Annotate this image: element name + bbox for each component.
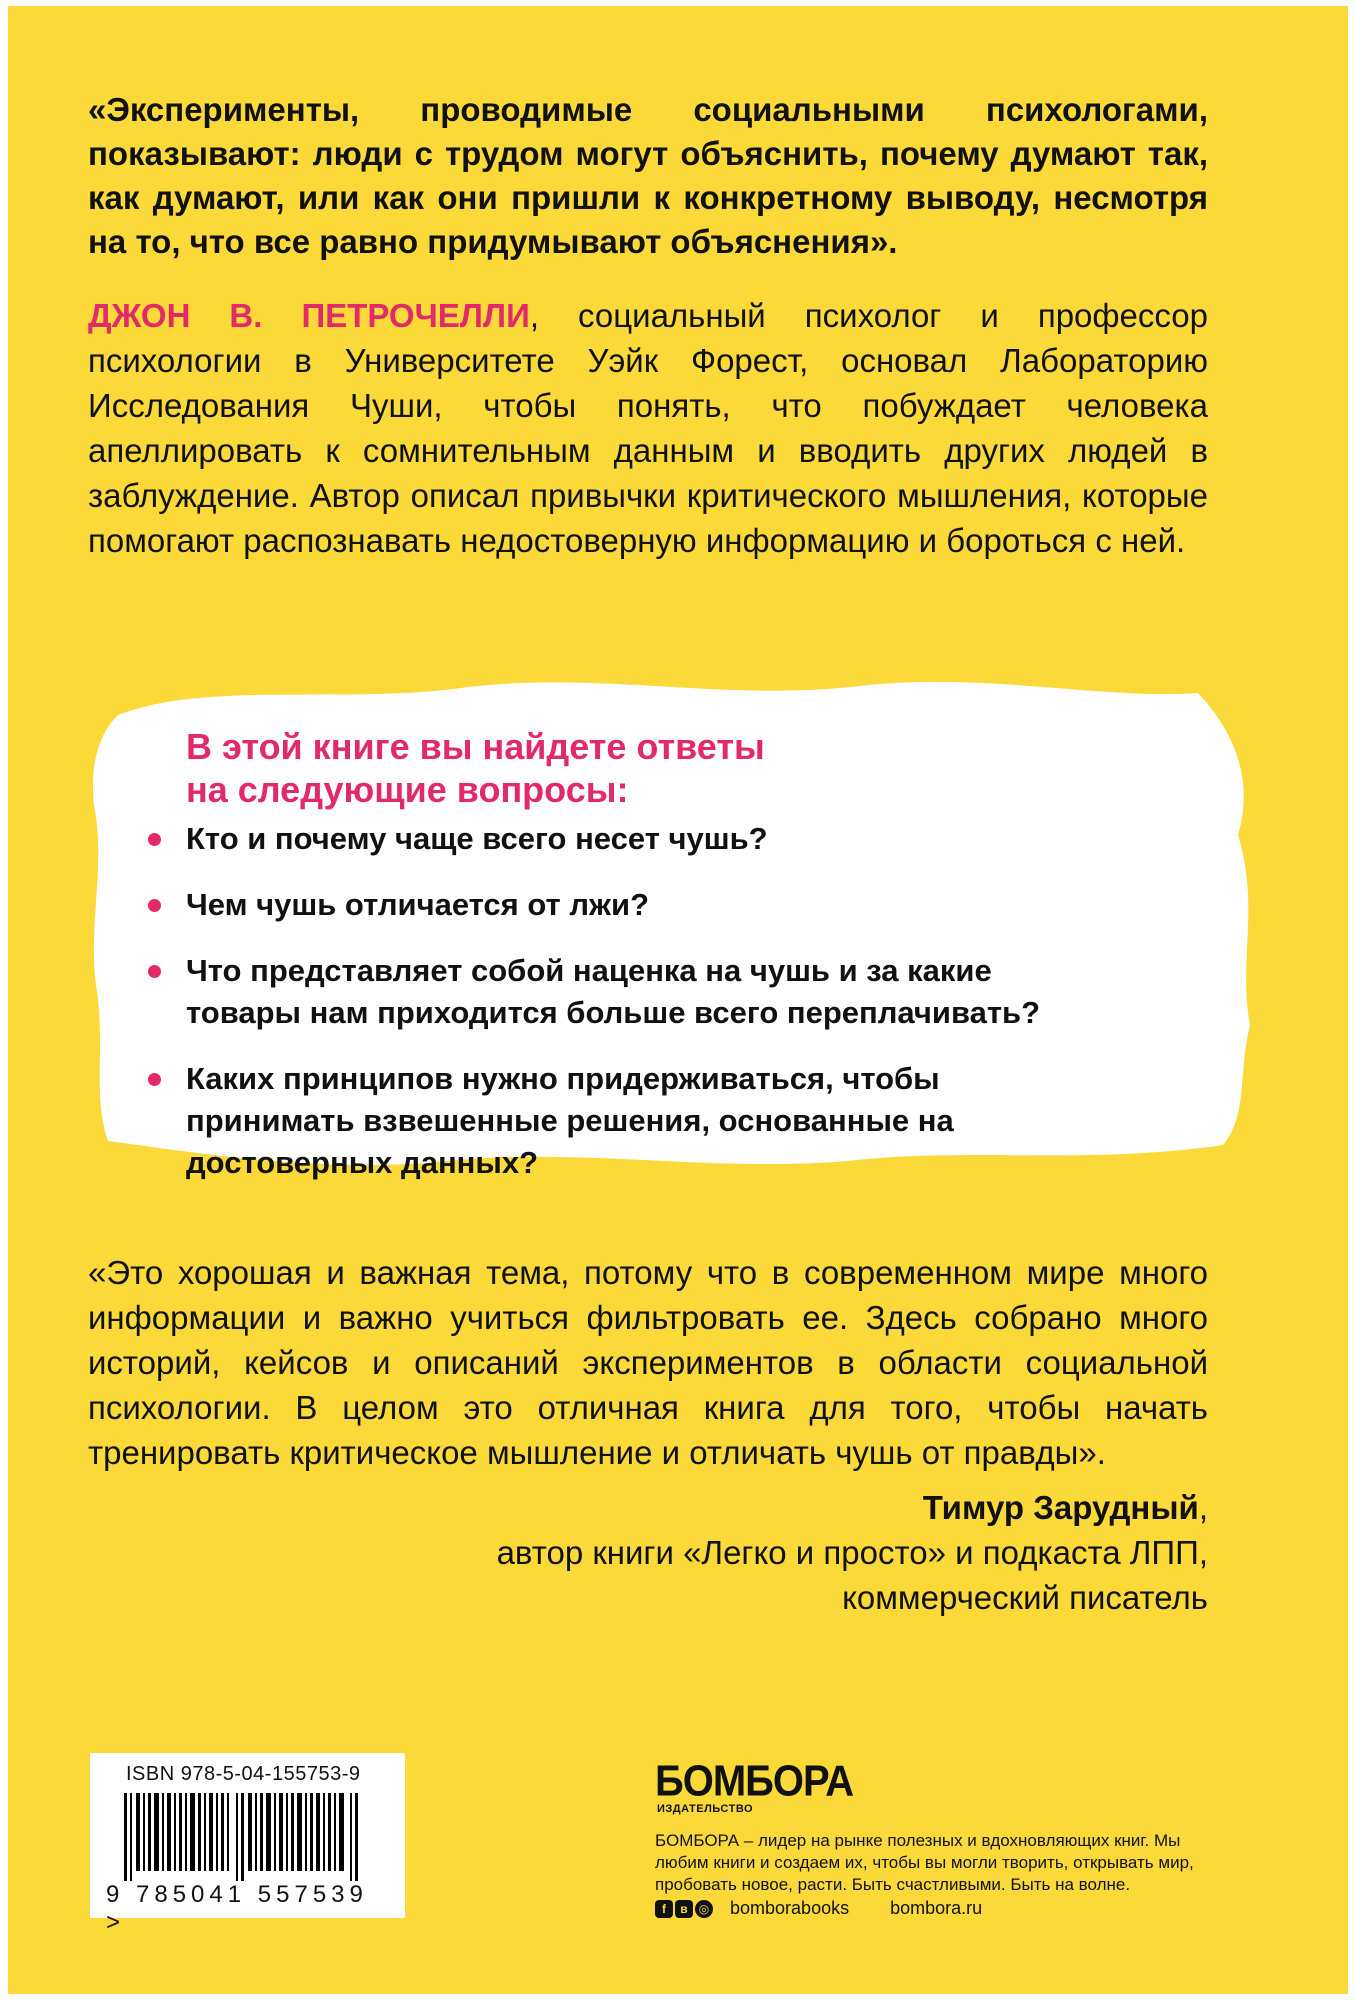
questions-heading: [186, 725, 1086, 811]
publisher-description: БОМБОРА – лидер на рынке полезных и вдохновляющих книг. Мы любим книги и создаем их, чтобы вы могли творить, открывать мир, пробовать новое, расти. Быть счастливыми. Быть на волне.: [655, 1831, 1194, 1894]
barcode-digits: 9 785041 557539 >: [106, 1881, 368, 1936]
barcode-box: [90, 1753, 405, 1936]
review-role-line2: коммерческий писатель: [842, 1579, 1208, 1616]
lead-quote: «Эксперименты, проводимые социальными психологами, показывают: люди с трудом могут объяснить, почему думают так, как думают, или как они пришли к конкретному выводу, несмотря на то, что все равно придумывают объяснения».: [88, 91, 1208, 260]
website-link[interactable]: bombora.ru: [890, 1898, 983, 1918]
list-item: Что представляет собой наценка на чушь и за какие товары нам приходится больше всего переплачивать?: [148, 950, 1086, 1034]
questions-cloud: [88, 675, 1268, 1180]
review-signature: Тимур Зарудный, автор книги «Легко и просто» и подкаста ЛПП, коммерческий писатель: [300, 1485, 1208, 1620]
review-quote: «Это хорошая и важная тема, потому что в современном мире много информации и важно учиться фильтровать ее. Здесь собрано много историй, кейсов и описаний экспериментов в области социальной психологии. В целом это отличная книга для того, чтобы начать тренировать критическое мышление и отличать чушь от правды».: [88, 1254, 1208, 1471]
questions-heading-line2: на следующие вопросы:: [186, 769, 629, 810]
review-author: Тимур Зарудный: [922, 1489, 1199, 1526]
publisher-logo: БОМБОРА: [655, 1757, 854, 1806]
review-role-line1: автор книги «Легко и просто» и подкаста ЛПП,: [496, 1534, 1208, 1571]
list-item: Чем чушь отличается от лжи?: [148, 884, 1108, 926]
bullet-dot-icon: [148, 899, 161, 912]
author-name: ДЖОН В. ПЕТРОЧЕЛЛИ: [88, 297, 530, 334]
social-handle[interactable]: bomborabooks: [730, 1898, 850, 1918]
author-about: [88, 293, 1208, 563]
publisher-socials: [655, 1898, 982, 1919]
list-item: Каких принципов нужно придерживаться, чтобы принимать взвешенные решения, основанные на достоверных данных?: [148, 1058, 1046, 1184]
questions-heading-line1: В этой книге вы найдете ответы: [186, 726, 765, 767]
isbn-text: ISBN 978-5-04-155753-9: [126, 1763, 361, 1785]
bullet-dot-icon: [148, 965, 161, 978]
instagram-icon[interactable]: ◎: [695, 1900, 713, 1918]
questions-list: [148, 818, 1108, 1208]
bullet-dot-icon: [148, 833, 161, 846]
facebook-icon[interactable]: f: [655, 1900, 673, 1918]
publisher-logo-subtitle: ИЗДАТЕЛЬСТВО: [657, 1803, 754, 1815]
author-about-text: , социальный психолог и профессор психологии в Университете Уэйк Форест, основал Лабораторию Исследования Чуши, чтобы понять, что побуждает человека апеллировать к сомнительным данным и вводить других людей в заблуждение. Автор описал привычки критического мышления, которые помогают распознавать недостоверную информацию и бороться с ней.: [88, 297, 1208, 559]
vk-icon[interactable]: в: [675, 1900, 693, 1918]
barcode-icon: [124, 1793, 374, 1881]
bullet-dot-icon: [148, 1073, 161, 1086]
list-item: Кто и почему чаще всего несет чушь?: [148, 818, 1108, 860]
